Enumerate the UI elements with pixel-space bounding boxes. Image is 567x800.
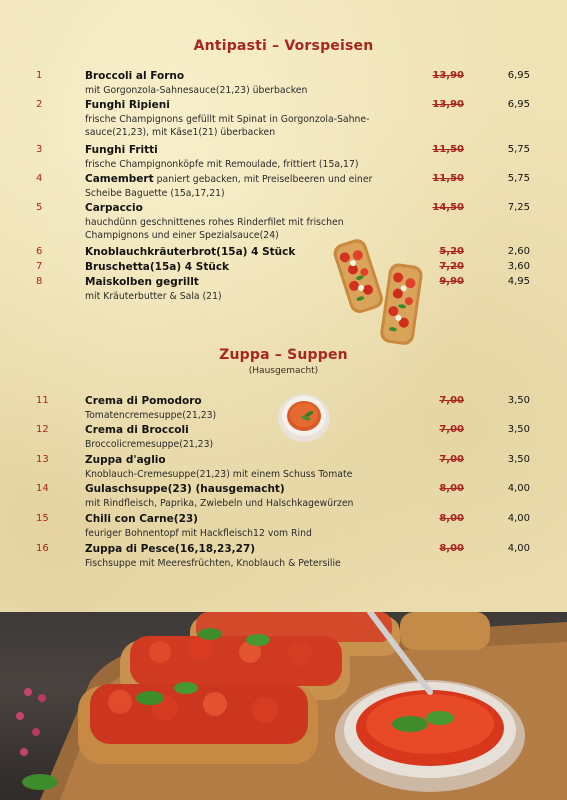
section-title-zuppa: Zuppa – Suppen <box>219 347 348 363</box>
new-price: 6,95 <box>507 99 530 110</box>
item-number: 14 <box>36 483 49 494</box>
old-price: 8,00 <box>439 543 464 554</box>
section-title-antipasti: Antipasti – Vorspeisen <box>193 38 374 54</box>
item-number: 15 <box>36 513 49 524</box>
item-number: 7 <box>36 261 43 272</box>
item-name: Crema di Pomodoro <box>85 395 202 407</box>
new-price: 4,95 <box>507 276 530 287</box>
item-description: frische Champignons gefüllt mit Spinat in Gorgonzola-Sahne-sauce(21,23), mit Käse1(21) überbacken <box>85 114 370 139</box>
old-price: 9,90 <box>439 276 464 287</box>
item-number: 5 <box>36 202 43 213</box>
item-name: Carpaccio <box>85 202 143 214</box>
item-description: Broccolicremesuppe(21,23) <box>85 439 214 450</box>
old-price: 7,00 <box>439 395 464 406</box>
item-number: 6 <box>36 246 43 257</box>
old-price: 11,50 <box>432 144 464 155</box>
item-description: frische Champignonköpfe mit Remoulade, frittiert (15a,17) <box>85 159 359 170</box>
item-name: Zuppa di Pesce(16,18,23,27) <box>85 543 256 555</box>
item-description: mit Rindfleisch, Paprika, Zwiebeln und Halschkagewürzen <box>85 498 354 509</box>
item-description: Tomatencremesuppe(21,23) <box>85 410 217 421</box>
item-name: Broccoli al Forno <box>85 70 185 82</box>
item-name: Crema di Broccoli <box>85 424 189 436</box>
item-number: 2 <box>36 99 43 110</box>
old-price: 14,50 <box>432 202 464 213</box>
new-price: 6,95 <box>507 70 530 81</box>
new-price: 3,50 <box>507 395 530 406</box>
new-price: 3,50 <box>507 424 530 435</box>
new-price: 4,00 <box>507 513 530 524</box>
item-name: Gulaschsuppe(23) (hausgemacht) <box>85 483 285 495</box>
new-price: 2,60 <box>507 246 530 257</box>
new-price: 3,60 <box>507 261 530 272</box>
new-price: 5,75 <box>507 173 530 184</box>
item-name: Funghi Fritti <box>85 144 158 156</box>
old-price: 13,90 <box>432 99 464 110</box>
new-price: 3,50 <box>507 454 530 465</box>
item-number: 1 <box>36 70 43 81</box>
item-name: Bruschetta(15a) 4 Stück <box>85 261 230 273</box>
bruschetta-photo-illustration <box>0 612 567 800</box>
section-subtitle-zuppa: (Hausgemacht) <box>248 366 319 376</box>
item-description: Scheibe Baguette (15a,17,21) <box>85 188 225 199</box>
item-number: 12 <box>36 424 49 435</box>
item-number: 13 <box>36 454 49 465</box>
item-number: 11 <box>36 395 49 406</box>
item-description: mit Kräuterbutter & Sala (21) <box>85 291 222 302</box>
item-description: Knoblauch-Cremesuppe(21,23) mit einem Schuss Tomate <box>85 469 353 480</box>
item-name: Funghi Ripieni <box>85 99 170 111</box>
item-name: Zuppa d'aglio <box>85 454 166 466</box>
bruschetta-illustration <box>330 232 430 352</box>
old-price: 13,90 <box>432 70 464 81</box>
item-name-line <box>85 173 372 185</box>
item-number: 16 <box>36 543 49 554</box>
old-price: 8,00 <box>439 483 464 494</box>
item-description: mit Gorgonzola-Sahnesauce(21,23) überbacken <box>85 85 308 96</box>
new-price: 5,75 <box>507 144 530 155</box>
old-price: 11,50 <box>432 173 464 184</box>
item-description: Fischsuppe mit Meeresfrüchten, Knoblauch & Petersilie <box>85 558 341 569</box>
new-price: 4,00 <box>507 483 530 494</box>
item-number: 8 <box>36 276 43 287</box>
item-number: 3 <box>36 144 43 155</box>
old-price: 7,20 <box>439 261 464 272</box>
item-description: hauchdünn geschnittenes rohes Rinderfilet mit frischen Champignons und einer Spezialsauce(24) <box>85 217 344 242</box>
bruschetta-photo <box>0 612 567 800</box>
item-description: feuriger Bohnentopf mit Hackfleisch12 vom Rind <box>85 528 312 539</box>
new-price: 4,00 <box>507 543 530 554</box>
old-price: 7,00 <box>439 454 464 465</box>
item-name: Chili con Carne(23) <box>85 513 198 525</box>
old-price: 5,20 <box>439 246 464 257</box>
old-price: 7,00 <box>439 424 464 435</box>
item-name-suffix: paniert gebacken, mit Preiselbeeren und einer <box>153 174 373 185</box>
old-price: 8,00 <box>439 513 464 524</box>
new-price: 7,25 <box>507 202 530 213</box>
item-name: Maiskolben gegrillt <box>85 276 199 288</box>
item-name: Camembert <box>85 173 154 185</box>
item-name: Knoblauchkräuterbrot(15a) 4 Stück <box>85 246 296 258</box>
item-number: 4 <box>36 173 43 184</box>
